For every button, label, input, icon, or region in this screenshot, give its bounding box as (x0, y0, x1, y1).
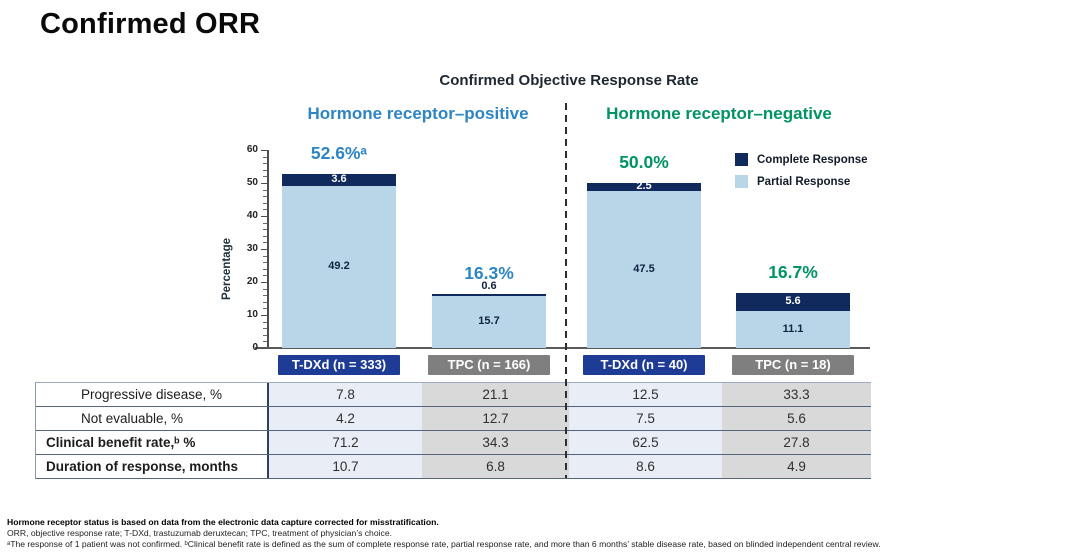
complete-response-value: 5.6 (785, 295, 801, 308)
x-axis-arm-label: T-DXd (n = 333) (278, 355, 400, 375)
bar-segment-complete-response (432, 294, 546, 296)
group-header-hr-negative: Hormone receptor–negative (606, 104, 832, 123)
y-axis-tick-label: 50 (246, 177, 258, 188)
complete-response-value: 0.6 (481, 280, 497, 293)
y-axis-minor-tick (263, 236, 267, 237)
table-cell: 10.7 (269, 455, 422, 478)
y-axis-minor-tick (263, 335, 267, 336)
y-axis-minor-tick (263, 209, 267, 210)
results-table (35, 382, 871, 479)
footnote-definitions: ᵃThe response of 1 patient was not confirmed. ᵇClinical benefit rate is defined as the sum of complete response rate, partial response rate, and more than 6 months’ stable disease rate, based on blinded independent central review. (7, 539, 881, 549)
table-row (36, 431, 871, 455)
legend-item (735, 175, 868, 188)
group-header-hr-positive: Hormone receptor–positive (307, 104, 529, 123)
table-row (36, 383, 871, 407)
chart-legend (735, 153, 868, 197)
table-cell: 12.5 (569, 383, 722, 406)
y-axis-minor-tick (263, 295, 267, 296)
table-cell: 7.5 (569, 407, 722, 430)
y-axis-major-tick (261, 348, 267, 349)
page-title: Confirmed ORR (40, 8, 261, 40)
table-cell: 4.2 (269, 407, 422, 430)
y-axis-minor-tick (263, 289, 267, 290)
total-orr-label: 50.0% (619, 152, 669, 172)
y-axis-tick-label: 30 (246, 243, 258, 254)
total-orr-label: 16.3% (464, 263, 514, 284)
table-row-label: Not evaluable, % (36, 407, 269, 430)
table-cell: 33.3 (722, 383, 871, 406)
y-axis-minor-tick (263, 328, 267, 329)
y-axis-label: Percentage (221, 238, 233, 301)
y-axis-minor-tick (263, 203, 267, 204)
table-cell: 12.7 (422, 407, 569, 430)
y-axis-minor-tick (263, 302, 267, 303)
y-axis-minor-tick (263, 176, 267, 177)
x-axis-arm-label: TPC (n = 18) (732, 355, 854, 375)
table-row (36, 455, 871, 479)
table-cell: 27.8 (722, 431, 871, 454)
y-axis-minor-tick (263, 196, 267, 197)
y-axis-tick-label: 60 (246, 144, 258, 155)
complete-response-value: 3.6 (331, 172, 347, 185)
table-cell: 21.1 (422, 383, 569, 406)
y-axis-minor-tick (263, 308, 267, 309)
partial-response-value: 49.2 (328, 259, 350, 272)
footnote-bold: Hormone receptor status is based on data from the electronic data capture corrected for misstratification. (7, 517, 439, 527)
y-axis-minor-tick (263, 275, 267, 276)
legend-swatch (735, 175, 748, 188)
y-axis-minor-tick (263, 170, 267, 171)
table-cell: 5.6 (722, 407, 871, 430)
y-axis-tick-label: 0 (252, 342, 258, 353)
x-axis-arm-label: TPC (n = 166) (428, 355, 550, 375)
table-cell: 6.8 (422, 455, 569, 478)
y-axis-minor-tick (263, 269, 267, 270)
legend-label: Complete Response (757, 153, 868, 166)
y-axis-tick-label: 10 (246, 309, 258, 320)
x-axis-arm-label: T-DXd (n = 40) (583, 355, 705, 375)
partial-response-value: 47.5 (633, 262, 655, 275)
y-axis-minor-tick (263, 242, 267, 243)
partial-response-value: 15.7 (478, 315, 500, 328)
table-row-label: Duration of response, months (36, 455, 269, 478)
table-cell: 7.8 (269, 383, 422, 406)
legend-item (735, 153, 868, 166)
group-divider-dashed-line (565, 103, 567, 478)
table-row (36, 407, 871, 431)
y-axis-minor-tick (263, 190, 267, 191)
footnote-abbreviations: ORR, objective response rate; T-DXd, trastuzumab deruxtecan; TPC, treatment of physician’s choice. (7, 528, 392, 538)
y-axis-major-tick (261, 282, 267, 283)
table-cell: 8.6 (569, 455, 722, 478)
y-axis-minor-tick (263, 256, 267, 257)
y-axis-line (267, 150, 269, 348)
table-cell: 71.2 (269, 431, 422, 454)
partial-response-value: 11.1 (782, 322, 804, 335)
legend-label: Partial Response (757, 175, 851, 188)
y-axis-minor-tick (263, 322, 267, 323)
y-axis-minor-tick (263, 223, 267, 224)
y-axis-minor-tick (263, 229, 267, 230)
y-axis-major-tick (261, 216, 267, 217)
y-axis-tick-label: 20 (246, 276, 258, 287)
table-row-label: Clinical benefit rate,ᵇ % (36, 431, 269, 454)
total-orr-label: 52.6%ᵃ (310, 142, 368, 163)
legend-swatch (735, 153, 748, 166)
total-orr-label: 16.7% (768, 261, 818, 282)
table-cell: 62.5 (569, 431, 722, 454)
table-cell: 34.3 (422, 431, 569, 454)
y-axis-minor-tick (263, 341, 267, 342)
chart-title: Confirmed Objective Response Rate (439, 72, 699, 89)
y-axis-major-tick (261, 183, 267, 184)
y-axis-minor-tick (263, 262, 267, 263)
y-axis-major-tick (261, 249, 267, 250)
table-cell: 4.9 (722, 455, 871, 478)
complete-response-value: 2.5 (636, 180, 652, 193)
y-axis-tick-label: 40 (246, 210, 258, 221)
y-axis-major-tick (261, 315, 267, 316)
table-row-label: Progressive disease, % (36, 383, 269, 406)
